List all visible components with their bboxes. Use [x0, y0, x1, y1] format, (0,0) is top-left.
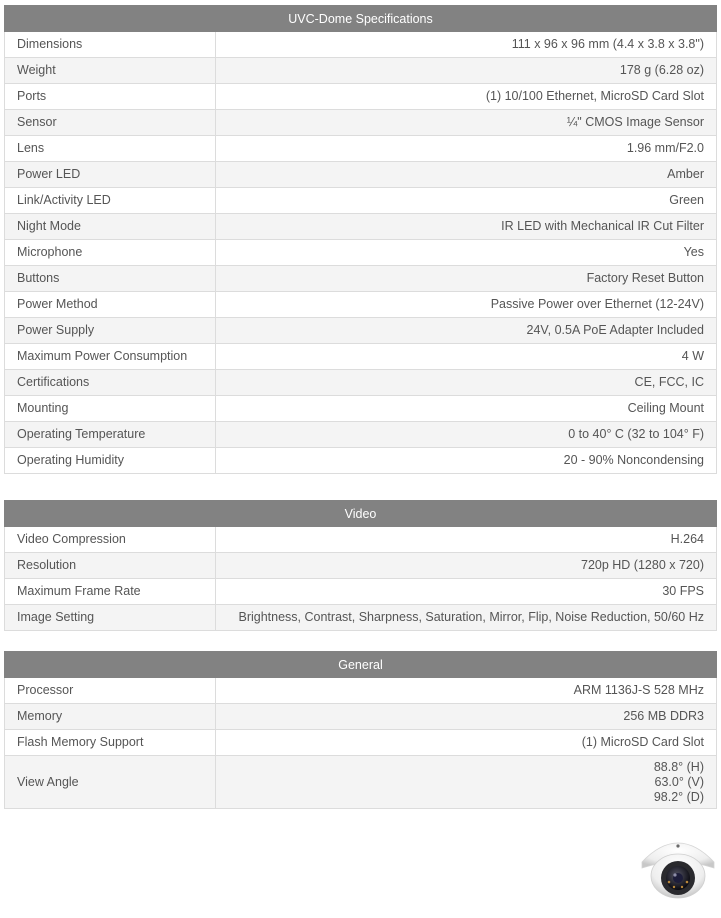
table-row: [5, 344, 717, 370]
table-row: [5, 527, 717, 553]
row-value: ¼" CMOS Image Sensor: [216, 110, 717, 136]
table-row: [5, 579, 717, 605]
table-row: [5, 318, 717, 344]
row-value: Passive Power over Ethernet (12-24V): [216, 292, 717, 318]
row-label: Operating Humidity: [5, 448, 216, 474]
general-header: General: [5, 652, 717, 678]
table-row: [5, 240, 717, 266]
row-label: Power LED: [5, 162, 216, 188]
row-value: 256 MB DDR3: [216, 704, 717, 730]
table-row: [5, 32, 717, 58]
row-label: Processor: [5, 678, 216, 704]
table-row: [5, 396, 717, 422]
row-label: Microphone: [5, 240, 216, 266]
table-row: [5, 370, 717, 396]
row-label: Weight: [5, 58, 216, 84]
row-label: Power Supply: [5, 318, 216, 344]
row-label: Sensor: [5, 110, 216, 136]
row-value: Factory Reset Button: [216, 266, 717, 292]
row-value: 111 x 96 x 96 mm (4.4 x 3.8 x 3.8"): [216, 32, 717, 58]
table-row: [5, 448, 717, 474]
table-row: [5, 292, 717, 318]
table-row: [5, 756, 717, 809]
row-value: ARM 1136J-S 528 MHz: [216, 678, 717, 704]
row-label: Flash Memory Support: [5, 730, 216, 756]
row-value: H.264: [216, 527, 717, 553]
row-value: IR LED with Mechanical IR Cut Filter: [216, 214, 717, 240]
table-row: [5, 188, 717, 214]
table-row: [5, 704, 717, 730]
specifications-table: [4, 5, 717, 474]
row-label: Maximum Frame Rate: [5, 579, 216, 605]
table-row: [5, 214, 717, 240]
view-angle-values: [216, 756, 717, 809]
row-value: CE, FCC, IC: [216, 370, 717, 396]
table-row: [5, 162, 717, 188]
row-label: Lens: [5, 136, 216, 162]
table-row: [5, 58, 717, 84]
table-row: [5, 605, 717, 631]
row-label: Link/Activity LED: [5, 188, 216, 214]
row-label: Memory: [5, 704, 216, 730]
view-angle-diagonal: 98.2° (D): [653, 789, 704, 804]
table-row: [5, 110, 717, 136]
row-value: Green: [216, 188, 717, 214]
table-row: [5, 678, 717, 704]
view-angle-vertical: 63.0° (V): [654, 774, 704, 789]
row-value: 720p HD (1280 x 720): [216, 553, 717, 579]
row-value: 0 to 40° C (32 to 104° F): [216, 422, 717, 448]
row-label: Dimensions: [5, 32, 216, 58]
row-label: Power Method: [5, 292, 216, 318]
row-value: Ceiling Mount: [216, 396, 717, 422]
row-value: (1) 10/100 Ethernet, MicroSD Card Slot: [216, 84, 717, 110]
row-label: Buttons: [5, 266, 216, 292]
row-value: 30 FPS: [216, 579, 717, 605]
dome-camera-icon: [638, 832, 718, 900]
row-label: Video Compression: [5, 527, 216, 553]
row-value: 4 W: [216, 344, 717, 370]
row-label: Operating Temperature: [5, 422, 216, 448]
row-value: Yes: [216, 240, 717, 266]
row-label: Image Setting: [5, 605, 216, 631]
row-value: Amber: [216, 162, 717, 188]
table-row: [5, 730, 717, 756]
row-value: 20 - 90% Noncondensing: [216, 448, 717, 474]
row-value: 1.96 mm/F2.0: [216, 136, 717, 162]
video-table: [4, 500, 717, 631]
row-label: Night Mode: [5, 214, 216, 240]
row-value: 178 g (6.28 oz): [216, 58, 717, 84]
general-table: [4, 651, 717, 809]
table-row: [5, 84, 717, 110]
row-value: (1) MicroSD Card Slot: [216, 730, 717, 756]
row-value: Brightness, Contrast, Sharpness, Saturation, Mirror, Flip, Noise Reduction, 50/60 Hz: [216, 605, 717, 631]
video-header: Video: [5, 501, 717, 527]
view-angle-horizontal: 88.8° (H): [653, 759, 704, 774]
row-label: Mounting: [5, 396, 216, 422]
row-label: Maximum Power Consumption: [5, 344, 216, 370]
table-row: [5, 553, 717, 579]
table-row: [5, 422, 717, 448]
row-label: Resolution: [5, 553, 216, 579]
table-row: [5, 266, 717, 292]
row-label: View Angle: [5, 756, 216, 809]
row-label: Ports: [5, 84, 216, 110]
table-row: [5, 136, 717, 162]
row-value: 24V, 0.5A PoE Adapter Included: [216, 318, 717, 344]
specifications-header: UVC-Dome Specifications: [5, 6, 717, 32]
row-label: Certifications: [5, 370, 216, 396]
